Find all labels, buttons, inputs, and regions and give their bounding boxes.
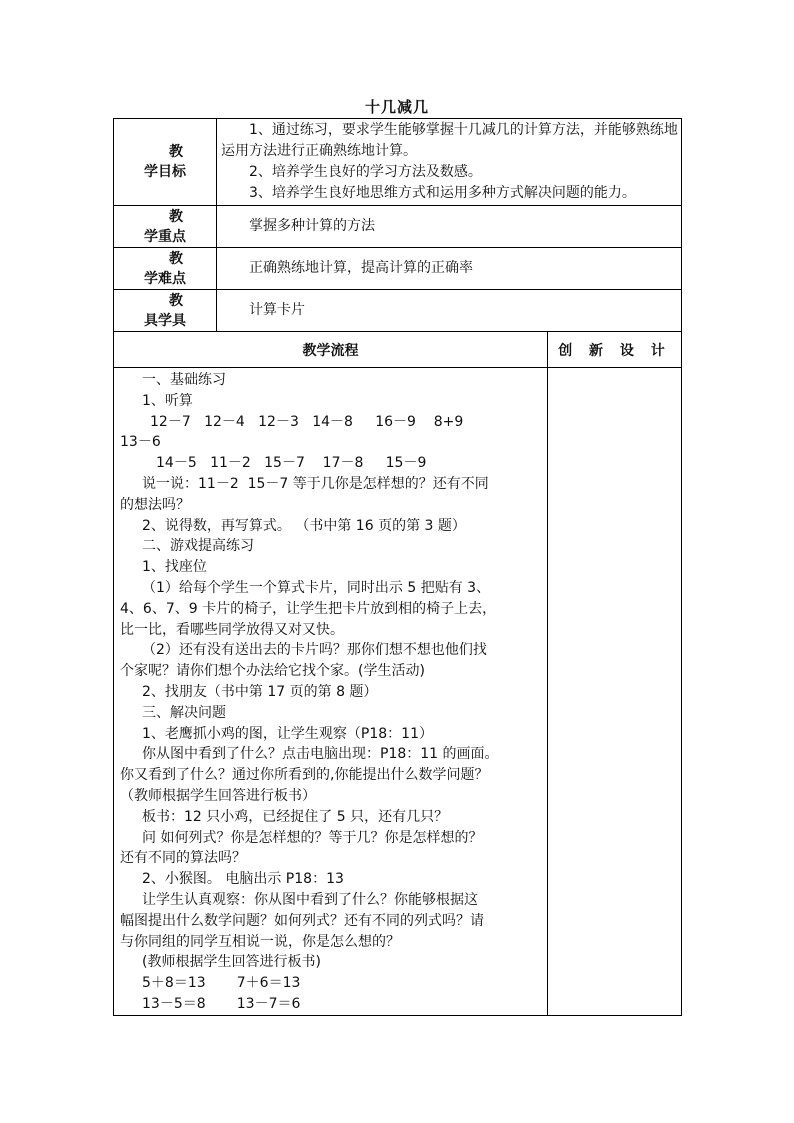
key-points-row (114, 206, 682, 248)
flow-header: 教学流程 (114, 332, 548, 368)
flow-line: 说一说：11－2 15－7 等于几你是怎样想的？还有不同 (142, 475, 489, 492)
flow-line: 2、说得数，再写算式。 （书中第 16 页的第 3 题） (142, 517, 466, 534)
design-header: 创 新 设 计 (548, 332, 682, 368)
flow-line: 2、找朋友（书中第 17 页的第 8 题） (142, 683, 378, 700)
flow-line: 还有不同的算法吗？ (120, 850, 246, 867)
lesson-plan-table (113, 118, 682, 1016)
flow-line: 2、小猴图。 电脑出示 P18：13 (142, 871, 344, 888)
flow-line: 二、游戏提高练习 (142, 538, 254, 555)
document-title: 十几减几 (364, 98, 429, 116)
objectives-label: 教 学目标 (114, 119, 217, 206)
flow-line: 三、解决问题 (142, 704, 226, 721)
objectives-row (114, 119, 682, 206)
flow-line: 你从图中看到了什么？点击电脑出现：P18：11 的画面。 (142, 746, 499, 763)
difficulties-content: 正确熟练地计算，提高计算的正确率 (217, 248, 682, 290)
design-content (548, 368, 682, 1016)
flow-line: （1）给每个学生一个算式卡片，同时出示 5 把贴有 3、 (142, 579, 491, 596)
flow-line: 5＋8＝13 7＋6＝13 (142, 975, 301, 992)
flow-line: 1、找座位 (142, 559, 207, 576)
key-points-label: 教 学重点 (114, 206, 217, 248)
flow-line: 1、老鹰抓小鸡的图，让学生观察（P18：11） (142, 725, 433, 742)
flow-line: 让学生认真观察：你从图中看到了什么？你能够根据这 (142, 891, 478, 908)
objective-item: 2、培养学生良好的学习方法及数感。 (249, 164, 482, 180)
tools-content: 计算卡片 (217, 290, 682, 332)
objectives-content (217, 119, 682, 206)
flow-line: 板书：12 只小鸡，已经捉住了 5 只，还有几只？ (142, 808, 449, 825)
flow-content (114, 368, 548, 1016)
tools-row (114, 290, 682, 332)
flow-body-row (114, 368, 682, 1016)
difficulties-label: 教 学难点 (114, 248, 217, 290)
flow-line: 1、听算 (142, 392, 193, 409)
flow-line: 幅图提出什么数学问题？如何列式？还有不同的列式吗？请 (120, 912, 484, 929)
tools-label: 教 具学具 (114, 290, 217, 332)
flow-line: 12－7 12－4 12－3 14－8 16－9 8+9 (150, 413, 464, 430)
flow-line: 的想法吗？ (120, 496, 190, 513)
flow-line: 比一比，看哪些同学放得又对又快。 (120, 621, 344, 638)
key-points-content: 掌握多种计算的方法 (217, 206, 682, 248)
flow-line: 一、基础练习 (142, 372, 226, 388)
objective-item: 3、培养学生良好地思维方式和运用多种方式解决问题的能力。 (249, 185, 636, 201)
flow-line: 13－6 (120, 434, 161, 451)
flow-line: （教师根据学生回答进行板书） (120, 787, 316, 804)
flow-line: 4、6、7、9 卡片的椅子，让学生把卡片放到相的椅子上去， (120, 600, 497, 617)
flow-header-row (114, 332, 682, 368)
flow-line: 13－5＝8 13－7＝6 (142, 995, 301, 1012)
flow-line: 个家呢？请你们想个办法给它找个家。(学生活动) (120, 663, 425, 680)
flow-line: （2）还有没有送出去的卡片吗？那你们想不想也他们找 (142, 642, 487, 659)
difficulties-row (114, 248, 682, 290)
flow-line: 与你同组的同学互相说一说，你是怎么想的？ (120, 933, 400, 950)
objective-item: 1、通过练习，要求学生能够掌握十几减几的计算方法，并能够熟练地运用方法进行正确熟练地计算。 (221, 122, 678, 159)
flow-line: 你又看到了什么？通过你所看到的,你能提出什么数学问题？ (120, 767, 489, 784)
flow-line: 14－5 11－2 15－7 17－8 15－9 (156, 455, 427, 472)
flow-line: (教师根据学生回答进行板书) (142, 954, 321, 971)
flow-line: 问 如何列式？你是怎样想的？等于几？你是怎样想的？ (142, 829, 483, 846)
